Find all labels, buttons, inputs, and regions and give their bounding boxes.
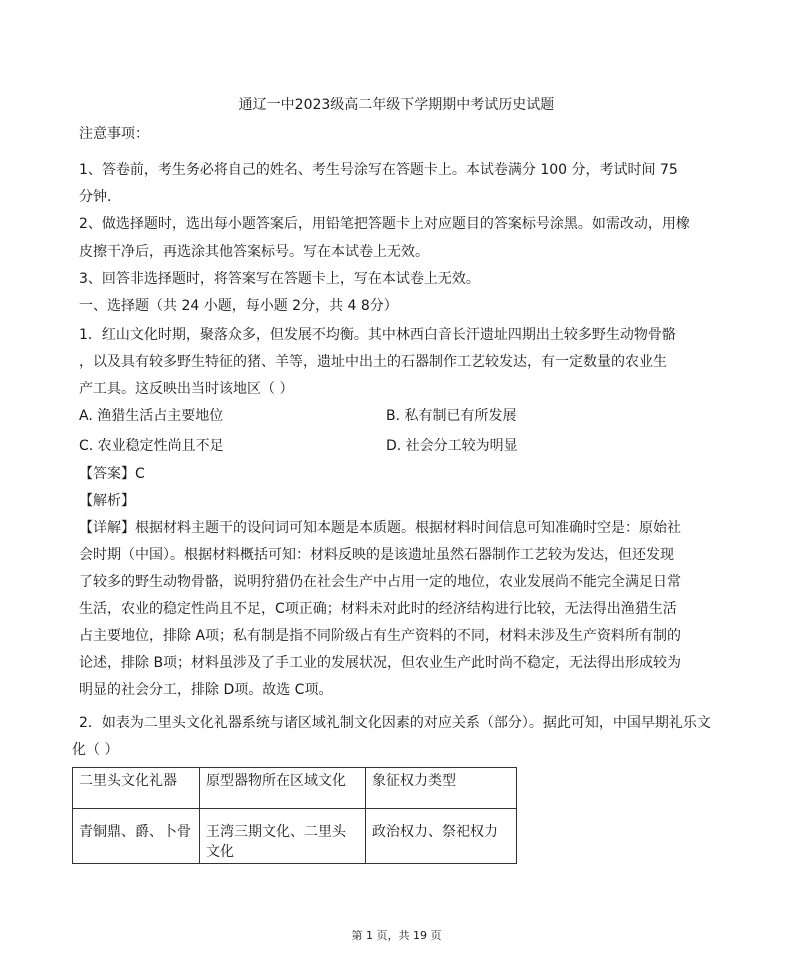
page-footer: 第 1 页，共 19 页 [351,929,442,942]
notice-line-2: 分钟. [79,189,112,205]
table-header-row [73,768,517,809]
q1-stem-1: 1．红山文化时期，聚落众多，但发展不均衡。其中林西白音长汗遗址四期出土较多野生动物骨骼 [79,327,676,343]
q1-stem-3: 产工具。这反映出当时该地区（ ） [79,381,294,397]
table-cell: 政治权力、祭祀权力 [366,809,517,864]
q1-option-d: D. 社会分工较为明显 [386,438,518,454]
table-header-cell: 原型器物所在区域文化 [200,768,366,809]
q2-table [72,767,517,864]
table-cell: 青铜鼎、爵、卜骨 [73,809,200,864]
q1-analysis-label: 【解析】 [79,493,135,509]
table-header-cell: 二里头文化礼器 [73,768,200,809]
notice-line-5: 3、回答非选择题时，将答案写在答题卡上，写在本试卷上无效。 [79,271,480,287]
q1-option-a: A. 渔猎生活占主要地位 [79,408,224,424]
q1-stem-2: ，以及具有较多野生特征的猪、羊等，遗址中出土的石器制作工艺较发达，有一定数量的农业生 [79,354,667,370]
exam-title: 通辽一中2023级高二年级下学期期中考试历史试题 [238,97,555,113]
q1-detail-5: 占主要地位，排除 A项；私有制是指不同阶级占有生产资料的不同，材料未涉及生产资料所有制的 [79,628,682,644]
q2-stem-1: 2．如表为二里头文化礼器系统与诸区域礼制文化因素的对应关系（部分）。据此可知，中国早期礼乐文 [79,715,711,731]
q1-option-b: B. 私有制已有所发展 [386,408,517,424]
q1-detail-7: 明显的社会分工，排除 D项。故选 C项。 [79,682,333,698]
q1-detail-6: 论述，排除 B项；材料虽涉及了手工业的发展状况，但农业生产此时尚不稳定，无法得出形成较为 [79,655,682,671]
table-row [73,809,517,864]
notice-line-4: 皮擦干净后，再选涂其他答案标号。写在本试卷上无效。 [79,244,429,260]
q2-stem-2: 化（ ） [72,742,119,758]
q1-detail-2: 会时期（中国）。根据材料概括可知：材料反映的是该遗址虽然石器制作工艺较为发达，但还发现 [79,547,674,563]
notice-heading: 注意事项： [79,126,149,142]
q1-option-c: C. 农业稳定性尚且不足 [79,438,224,454]
table-cell: 王湾三期文化、二里头文化 [200,809,366,864]
q1-detail-3: 了较多的野生动物骨骼，说明狩猎仍在社会生产中占用一定的地位，农业发展尚不能完全满足日常 [79,574,681,590]
q1-detail-4: 生活，农业的稳定性尚且不足，C项正确；材料未对此时的经济结构进行比较，无法得出渔猎生活 [79,601,677,617]
table-header-cell: 象征权力类型 [366,768,517,809]
section-heading: 一、选择题（共 24 小题，每小题 2分，共 4 8分） [79,298,398,314]
notice-line-1: 1、答卷前，考生务必将自己的姓名、考生号涂写在答题卡上。本试卷满分 100 分，考试时间 75 [79,162,678,178]
q1-answer: 【答案】C [79,466,145,482]
q1-detail-1: 【详解】根据材料主题干的设问词可知本题是本质题。根据材料时间信息可知准确时空是：原始社 [79,520,681,536]
notice-line-3: 2、做选择题时，选出每小题答案后，用铅笔把答题卡上对应题目的答案标号涂黑。如需改动，用橡 [79,216,690,232]
